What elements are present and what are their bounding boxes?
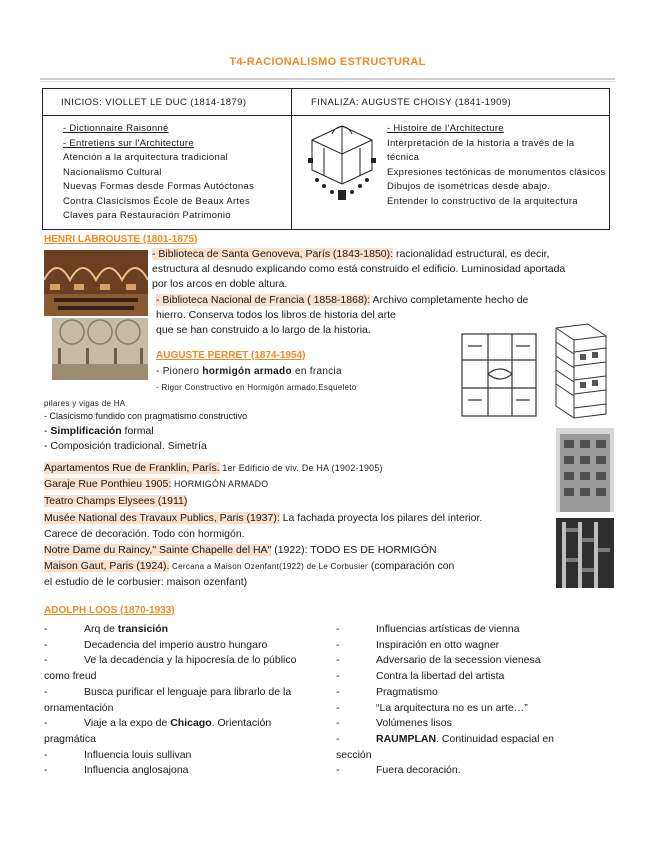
entry-text: Archivo completamente hecho de: [370, 294, 529, 306]
list-item: - Contra la libertad del artista: [336, 670, 505, 683]
list-item: - Influencia louis sullivan: [44, 748, 192, 761]
choisy-list: [387, 122, 609, 209]
perret-building-photo: [556, 428, 614, 512]
list-item: - Busca purificar el lenguaje para librarlo de la: [44, 685, 292, 698]
list-item: - Arq de transición: [44, 623, 169, 635]
list-item: - Adversario de la secession vienesa: [336, 654, 541, 667]
labrouste-heading: HENRI LABROUSTE (1801-1875): [44, 234, 198, 245]
floor-plan-drawing: [458, 330, 540, 420]
perret-heading: AUGUSTE PERRET (1874-1954): [156, 350, 306, 361]
list-item: - Volúmenes lisos: [336, 717, 452, 730]
perret-work: Musée National des Travaux Publics, Paris (1937): La fachada proyecta los pilares del interior.: [44, 512, 483, 524]
list-item: Expresiones tectónicas de monumentos clásicos: [387, 166, 606, 178]
list-item: Atención a la arquitectura tradicional: [63, 152, 229, 163]
list-item: - Influencias artísticas de vienna: [336, 623, 520, 635]
list-item: - Ve la decadencia y la hipocresía de lo público: [44, 654, 297, 667]
list-item: - Entretiens sur l'Architecture: [63, 137, 194, 149]
list-item-continuation: pragmática: [44, 732, 96, 745]
table-header-divider: [43, 115, 609, 116]
loos-heading: ADOLPH LOOS (1870-1933): [44, 605, 175, 616]
santa-genoveva-entry: [152, 247, 622, 263]
list-item: Contra Clasicismos École de Beaux Artes: [63, 195, 250, 207]
perret-point: - Simplificación formal: [44, 425, 154, 437]
perret-work: Apartamentos Rue de Franklin, París. 1er Edificio de viv. De HA (1902-1905): [44, 462, 383, 474]
notre-dame-raincy-photo: [556, 518, 614, 588]
list-item: - Influencia anglosajona: [44, 764, 189, 777]
list-item: Claves para Restauración Patrimonio: [63, 210, 231, 221]
list-item: Dibujos de isométricas desde abajo.: [387, 181, 551, 192]
list-item: - Decadencia del imperio austro hungaro: [44, 638, 268, 651]
loos-list-left: [44, 622, 326, 779]
list-item: - Dictionnaire Raisonné: [63, 123, 169, 134]
perret-point: pilares y vigas de HA: [44, 399, 126, 408]
list-item: Nacionalismo Cultural: [63, 166, 162, 178]
perret-work: Notre Dame du Raincy," Sainte Chapelle del HA" (1922): TODO ES DE HORMIGÓN: [44, 544, 437, 556]
list-item: - RAUMPLAN. Continuidad espacial en: [336, 732, 554, 745]
entry-text: hierro. Conserva todos los libros de historia del arte: [156, 309, 396, 321]
title-divider-secondary: [40, 81, 615, 82]
table-header-right: FINALIZA: AUGUSTE CHOISY (1841-1909): [311, 97, 512, 108]
list-item: - Fuera decoración.: [336, 764, 461, 777]
list-item-continuation: como freud: [44, 670, 97, 683]
perret-point: - Pionero hormigón armado en francia: [156, 366, 342, 377]
entry-text: racionalidad estructural, es decir,: [393, 248, 550, 260]
list-item: - Viaje a la expo de Chicago. Orientación: [44, 717, 272, 730]
page-title: T4-RACIONALISMO ESTRUCTURAL: [229, 56, 426, 68]
list-item: - Inspiración en otto wagner: [336, 638, 500, 651]
list-item: Interpretación de la historia a través de la técnica: [387, 137, 575, 163]
perret-work: el estudio de le corbusier: maison ozenfant): [44, 576, 248, 588]
title-divider: [40, 78, 615, 80]
perret-work: Carece de decoración. Todo con hormigón.: [44, 528, 245, 540]
biblioteca-nacional-entry: [156, 293, 596, 309]
list-item: - “La arquitectura no es un arte…”: [336, 701, 528, 714]
viollet-list: [63, 122, 254, 224]
entry-text: que se han construido a lo largo de la historia.: [156, 324, 371, 336]
list-item: Nuevas Formas desde Formas Autóctonas: [63, 181, 255, 192]
perret-point: - Composición tradicional. Simetría: [44, 440, 207, 452]
entry-text: estructura al desnudo explicando como está construido el edificio. Luminosidad aportada: [152, 263, 566, 275]
perret-point: - Clasicismo fundido con pragmatismo constructivo: [44, 411, 248, 421]
entry-text: por los arcos en doble altura.: [152, 278, 288, 290]
biblioteca-nacional-photo: [52, 318, 148, 380]
list-item: Entender lo constructivo de la arquitectura: [387, 195, 578, 207]
building-axonometric-drawing: [548, 322, 614, 420]
list-item: - Histoire de l'Architecture: [387, 123, 504, 134]
choisy-isometric-drawing: [302, 120, 382, 206]
perret-work: Teatro Champs Elysees (1911): [44, 495, 188, 507]
list-item-continuation: sección: [336, 748, 372, 761]
loos-list-right: [336, 622, 612, 779]
list-item: - Pragmatismo: [336, 685, 438, 698]
santa-genoveva-photo: [44, 250, 148, 316]
perret-point: - Rigor Constructivo en Hormigón armado.Esqueleto: [156, 383, 357, 392]
table-column-divider: [291, 89, 292, 229]
table-header-left: INICIOS: VIOLLET LE DUC (1814-1879): [61, 97, 247, 108]
perret-work: Maison Gaut, Paris (1924). Cercana a Maison Ozenfant(1922) de Le Corbusier (comparación con: [44, 560, 455, 572]
list-item-continuation: ornamentación: [44, 701, 114, 714]
santa-genoveva-title: - Biblioteca de Santa Genoveva, París (1843-1850):: [152, 248, 394, 260]
perret-work: Garaje Rue Ponthieu 1905: HORMIGÓN ARMADO: [44, 478, 269, 490]
biblioteca-nacional-title: - Biblioteca Nacional de Francia ( 1858-1868):: [156, 294, 371, 306]
